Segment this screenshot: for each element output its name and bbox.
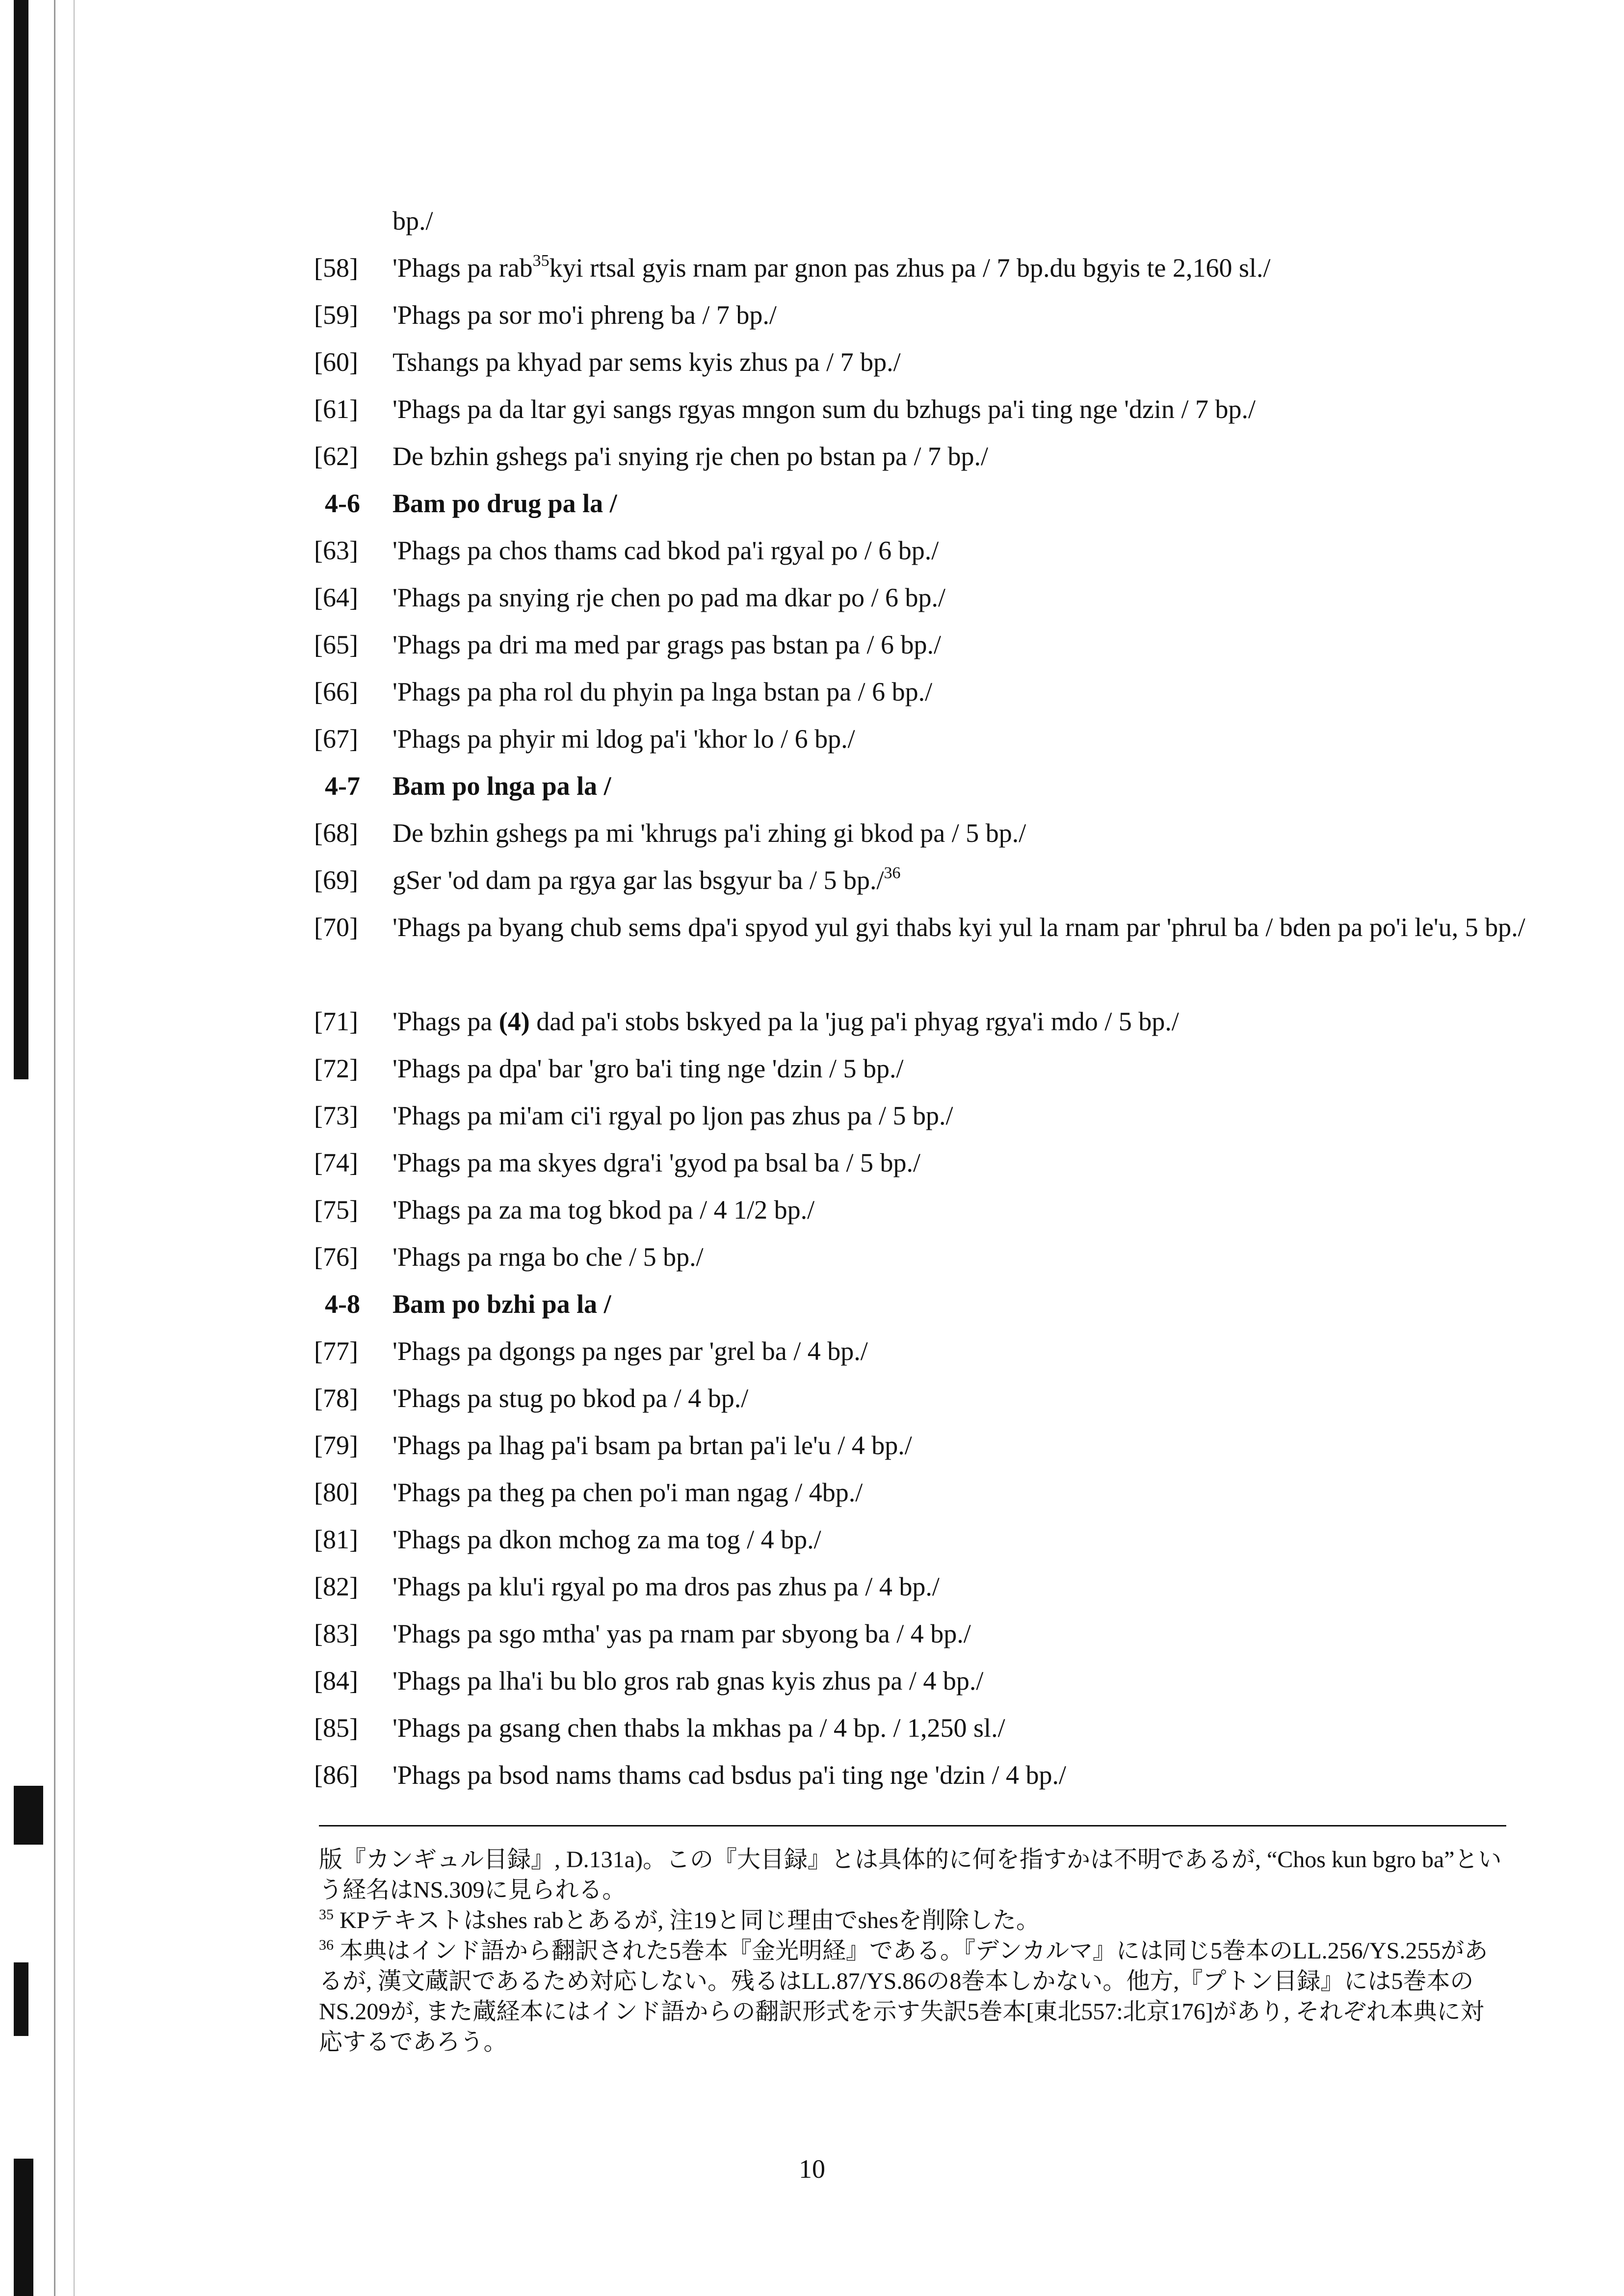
entry-number: [66] xyxy=(314,677,358,706)
entry-number: [64] xyxy=(314,583,358,612)
entry-title xyxy=(393,865,1541,895)
entry-title-part: dad pa'i stobs bskyed pa la 'jug pa'i phyag rgya'i mdo / 5 bp./ xyxy=(529,1007,1179,1036)
footnote-text: 本典はインド語から翻訳された5巻本『金光明経』である。『デンカルマ』には同じ5巻本のLL.256/YS.255があるが, 漢文蔵訳であるため対応しない。残るはLL.87/YS.86の8巻本しかない。他方,『プトン目録』には5巻本のNS.209が, また蔵経本にはインド語からの翻訳形式を示す失訳5巻本[東北557:北京176]があり, それぞれ本典に対応するであろう。 xyxy=(319,1938,1488,2055)
entry-number: [72] xyxy=(314,1054,358,1083)
catalogue-entry xyxy=(314,913,1541,1007)
section-heading xyxy=(314,1289,1541,1336)
entry-title: 'Phags pa lha'i bu blo gros rab gnas kyis zhus pa / 4 bp./ xyxy=(393,1666,984,1696)
entry-number: [71] xyxy=(314,1007,358,1036)
entry-title: 'Phags pa pha rol du phyin pa lnga bstan pa / 6 bp./ xyxy=(393,677,933,706)
footnote-continuation: 版『カンギュル目録』, D.131a)。この『大目録』とは具体的に何を指すかは不明であるが, “Chos kun bgro ba”という経名はNS.309に見られる。 xyxy=(319,1847,1502,1903)
section-heading xyxy=(314,489,1541,536)
catalogue-entry xyxy=(314,583,1541,630)
catalogue-entry xyxy=(314,536,1541,583)
entry-title: 'Phags pa chos thams cad bkod pa'i rgyal po / 6 bp./ xyxy=(393,536,939,565)
entry-number: [82] xyxy=(314,1572,358,1601)
entry-title: 'Phags pa theg pa chen po'i man ngag / 4bp./ xyxy=(393,1478,863,1507)
entry-title: 'Phags pa dri ma med par grags pas bstan pa / 6 bp./ xyxy=(393,630,941,659)
entry-number: [63] xyxy=(314,536,358,565)
entry-number: [85] xyxy=(314,1713,358,1743)
entry-title: 'Phags pa za ma tog bkod pa / 4 1/2 bp./ xyxy=(393,1195,815,1225)
entry-number: [86] xyxy=(314,1760,358,1790)
entry-title: De bzhin gshegs pa mi 'khrugs pa'i zhing gi bkod pa / 5 bp./ xyxy=(393,818,1026,848)
catalogue-entry xyxy=(314,677,1541,724)
catalogue-entry xyxy=(314,253,1541,300)
catalogue-entry xyxy=(314,347,1541,394)
scan-bar xyxy=(14,1786,43,1845)
scan-line xyxy=(74,0,75,2296)
entry-number: [83] xyxy=(314,1619,358,1648)
section-title: Bam po drug pa la / xyxy=(393,489,617,518)
entry-number: [67] xyxy=(314,724,358,754)
scan-bar xyxy=(14,1962,28,2036)
entry-title: 'Phags pa byang chub sems dpa'i spyod yul gyi thabs kyi yul la rnam par 'phrul ba / bden pa po'i le'u, 5 bp./ xyxy=(393,913,1525,942)
entry-title: 'Phags pa lhag pa'i bsam pa brtan pa'i le'u / 4 bp./ xyxy=(393,1431,912,1460)
section-number: 4-8 xyxy=(325,1289,360,1319)
footnote-marker: 35 xyxy=(532,252,550,270)
entry-title: 'Phags pa bsod nams thams cad bsdus pa'i ting nge 'dzin / 4 bp./ xyxy=(393,1760,1067,1790)
entry-title: 'Phags pa gsang chen thabs la mkhas pa / 4 bp. / 1,250 sl./ xyxy=(393,1713,1005,1743)
scan-line xyxy=(54,0,55,2296)
entry-title xyxy=(393,253,1541,283)
entry-title: 'Phags pa snying rje chen po pad ma dkar po / 6 bp./ xyxy=(393,583,946,612)
catalogue-entry xyxy=(314,1101,1541,1148)
entry-title-part: gSer 'od dam pa rgya gar las bsgyur ba / 5 bp./ xyxy=(393,865,884,895)
document-body xyxy=(314,206,1541,1807)
section-number: 4-6 xyxy=(325,489,360,518)
footnote-marker: 36 xyxy=(884,864,901,882)
entry-title: 'Phags pa stug po bkod pa / 4 bp./ xyxy=(393,1383,749,1413)
footnotes xyxy=(319,1845,1506,2058)
catalogue-entry xyxy=(314,1525,1541,1572)
entry-title: 'Phags pa sor mo'i phreng ba / 7 bp./ xyxy=(393,300,777,330)
entry-title xyxy=(393,1007,1541,1036)
entry-number: [59] xyxy=(314,300,358,330)
entry-title-part: 'Phags pa rab xyxy=(393,253,533,283)
catalogue-entry xyxy=(314,1713,1541,1760)
entry-title-part: 'Phags pa xyxy=(393,1007,499,1036)
entry-title: 'Phags pa rnga bo che / 5 bp./ xyxy=(393,1242,704,1272)
entry-title: 'Phags pa mi'am ci'i rgyal po ljon pas zhus pa / 5 bp./ xyxy=(393,1101,953,1130)
entry-number: [65] xyxy=(314,630,358,659)
catalogue-entry xyxy=(314,1760,1541,1807)
catalogue-entry xyxy=(314,442,1541,489)
catalogue-entry xyxy=(314,1383,1541,1431)
entry-title-part: kyi rtsal gyis rnam par gnon pas zhus pa / 7 bp.du bgyis te 2,160 sl./ xyxy=(549,253,1271,283)
section-title: Bam po lnga pa la / xyxy=(393,771,611,801)
entry-title: Tshangs pa khyad par sems kyis zhus pa / 7 bp./ xyxy=(393,347,901,377)
catalogue-entry xyxy=(314,1666,1541,1713)
catalogue-entry xyxy=(314,1007,1541,1054)
entry-number: [78] xyxy=(314,1383,358,1413)
entry-number: [58] xyxy=(314,253,358,283)
folio-reference: (4) xyxy=(498,1007,530,1036)
catalogue-entry xyxy=(314,1195,1541,1242)
entry-title: 'Phags pa ma skyes dgra'i 'gyod pa bsal ba / 5 bp./ xyxy=(393,1148,921,1177)
catalogue-entry xyxy=(314,300,1541,347)
catalogue-entry xyxy=(314,630,1541,677)
scan-edge-artifact xyxy=(0,0,93,2296)
catalogue-entry xyxy=(314,818,1541,865)
entry-number: [81] xyxy=(314,1525,358,1554)
entry-title: 'Phags pa sgo mtha' yas pa rnam par sbyong ba / 4 bp./ xyxy=(393,1619,971,1648)
scan-bar xyxy=(14,0,28,1079)
footnote-rule xyxy=(319,1825,1506,1826)
page-number: 10 xyxy=(799,2154,825,2184)
entry-title: 'Phags pa dgongs pa nges par 'grel ba / 4 bp./ xyxy=(393,1336,868,1366)
entry-title: 'Phags pa dpa' bar 'gro ba'i ting nge 'dzin / 5 bp./ xyxy=(393,1054,904,1083)
catalogue-entry xyxy=(314,1431,1541,1478)
section-heading xyxy=(314,771,1541,818)
entry-title: 'Phags pa da ltar gyi sangs rgyas mngon sum du bzhugs pa'i ting nge 'dzin / 7 bp./ xyxy=(393,394,1256,424)
entry-number: [76] xyxy=(314,1242,358,1272)
entry-number: [68] xyxy=(314,818,358,848)
catalogue-entry xyxy=(314,1242,1541,1289)
entry-number: [77] xyxy=(314,1336,358,1366)
entry-number: [75] xyxy=(314,1195,358,1225)
entry-number: [73] xyxy=(314,1101,358,1130)
entry-number: [61] xyxy=(314,394,358,424)
entry-number: [74] xyxy=(314,1148,358,1177)
entry-title: 'Phags pa dkon mchog za ma tog / 4 bp./ xyxy=(393,1525,821,1554)
footnote-text: KPテキストはshes rabとあるが, 注19と同じ理由でshesを削除した。 xyxy=(334,1907,1040,1933)
catalogue-entry xyxy=(314,1478,1541,1525)
entry-number: [79] xyxy=(314,1431,358,1460)
footnote-marker: 36 xyxy=(319,1937,334,1953)
continuation-line: bp./ xyxy=(393,206,433,235)
catalogue-entry xyxy=(314,1054,1541,1101)
footnote-35 xyxy=(319,1905,1506,1936)
catalogue-entry xyxy=(314,724,1541,771)
entry-number: [69] xyxy=(314,865,358,895)
catalogue-entry xyxy=(314,1619,1541,1666)
entry-number: [80] xyxy=(314,1478,358,1507)
entry-number: [70] xyxy=(314,913,358,942)
catalogue-entry xyxy=(314,1572,1541,1619)
entry-title: 'Phags pa phyir mi ldog pa'i 'khor lo / 6 bp./ xyxy=(393,724,855,754)
section-title: Bam po bzhi pa la / xyxy=(393,1289,611,1319)
entry-title: 'Phags pa klu'i rgyal po ma dros pas zhus pa / 4 bp./ xyxy=(393,1572,940,1601)
footnote-marker: 35 xyxy=(319,1906,334,1923)
catalogue-entry xyxy=(314,1336,1541,1383)
entry-number: [84] xyxy=(314,1666,358,1696)
catalogue-entry xyxy=(314,394,1541,442)
footnote-36 xyxy=(319,1936,1506,2058)
entry-title: De bzhin gshegs pa'i snying rje chen po bstan pa / 7 bp./ xyxy=(393,442,988,471)
section-number: 4-7 xyxy=(325,771,360,801)
catalogue-list xyxy=(314,253,1541,1807)
entry-number: [62] xyxy=(314,442,358,471)
catalogue-entry xyxy=(314,1148,1541,1195)
entry-number: [60] xyxy=(314,347,358,377)
